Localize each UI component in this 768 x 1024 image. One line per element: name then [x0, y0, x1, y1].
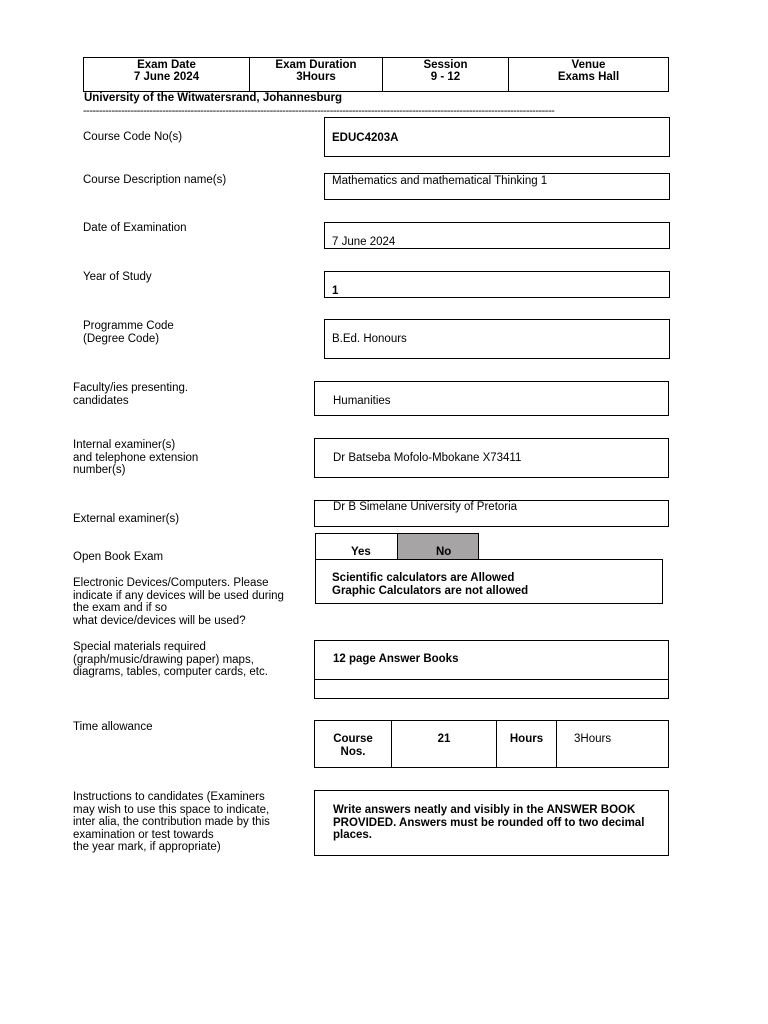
venue-cell — [509, 58, 668, 91]
special-materials-label: Special materials required (graph/music/drawing paper) maps, diagrams, tables, computer cards, etc. — [73, 641, 268, 678]
course-description-value: Mathematics and mathematical Thinking 1 — [332, 175, 548, 187]
exam-date-cell — [84, 58, 250, 91]
date-of-exam-value: 7 June 2024 — [332, 236, 396, 248]
course-code-label: Course Code No(s) — [83, 131, 183, 143]
divider-line: ----------------------------------------------------------------------------------------------------------------------------------------------------- — [83, 105, 555, 117]
faculty-label: Faculty/ies presenting. candidates — [73, 382, 189, 407]
session-label: Session — [423, 59, 468, 71]
devices-box — [315, 559, 663, 604]
course-description-box — [324, 173, 670, 200]
instructions-value: Write answers neatly and visibly in the ANSWER BOOK PROVIDED. Answers must be rounded off to two decimal places. — [333, 804, 645, 841]
venue-label: Venue — [571, 59, 606, 71]
exam-date-value: 7 June 2024 — [133, 71, 200, 83]
hours-label: Hours — [497, 721, 557, 767]
external-examiner-value: Dr B Simelane University of Pretoria — [333, 501, 518, 513]
instructions-box — [314, 790, 669, 856]
external-examiner-box — [314, 500, 669, 527]
instructions-label: Instructions to candidates (Examiners may wish to use this space to indicate, inter alia, the contribution made by this examination or test towards the year mark, if appropriate) — [73, 791, 270, 853]
open-book-yes-cell — [315, 533, 398, 560]
faculty-value: Humanities — [333, 395, 391, 407]
course-nos-value: 21 — [392, 721, 497, 767]
course-code-box — [324, 117, 670, 157]
exam-duration-label: Exam Duration — [275, 59, 357, 71]
session-value: 9 - 12 — [430, 71, 461, 83]
course-nos-label: Course Nos. — [315, 721, 392, 767]
session-cell — [383, 58, 509, 91]
year-of-study-value: 1 — [332, 285, 339, 297]
course-description-label: Course Description name(s) — [83, 174, 227, 186]
special-materials-box — [314, 640, 669, 699]
internal-examiner-value: Dr Batseba Mofolo-Mbokane X73411 — [333, 452, 522, 464]
time-allowance-label: Time allowance — [73, 721, 153, 733]
devices-label: Electronic Devices/Computers. Please indicate if any devices will be used during the exam and if so what device/devices will be used? — [73, 577, 284, 627]
exam-header-table — [83, 57, 669, 92]
open-book-label: Open Book Exam — [73, 551, 164, 563]
internal-examiner-label: Internal examiner(s) and telephone extension number(s) — [73, 439, 199, 476]
special-materials-divider — [315, 679, 668, 680]
year-of-study-box — [324, 271, 670, 298]
hours-value: 3Hours — [574, 733, 612, 745]
special-materials-value: 12 page Answer Books — [333, 653, 459, 665]
venue-value: Exams Hall — [557, 71, 620, 83]
programme-code-label: Programme Code (Degree Code) — [83, 320, 174, 345]
devices-value: Scientific calculators are Allowed Graphic Calculators are not allowed — [332, 572, 529, 597]
date-of-exam-label: Date of Examination — [83, 222, 187, 234]
external-examiner-label: External examiner(s) — [73, 513, 180, 525]
exam-duration-cell — [250, 58, 383, 91]
open-book-no: No — [436, 546, 452, 558]
internal-examiner-box — [314, 438, 669, 478]
course-code-value: EDUC4203A — [332, 132, 399, 144]
programme-code-value: B.Ed. Honours — [332, 333, 407, 345]
time-allowance-table — [314, 720, 669, 768]
exam-duration-value: 3Hours — [296, 71, 336, 83]
date-of-exam-box — [324, 222, 670, 249]
open-book-yes: Yes — [351, 546, 371, 558]
exam-date-label: Exam Date — [137, 59, 196, 71]
year-of-study-label: Year of Study — [83, 271, 152, 283]
faculty-box — [314, 381, 669, 416]
open-book-no-cell — [397, 533, 479, 560]
programme-code-box — [324, 319, 670, 359]
university-name: University of the Witwatersrand, Johannesburg — [84, 92, 343, 104]
